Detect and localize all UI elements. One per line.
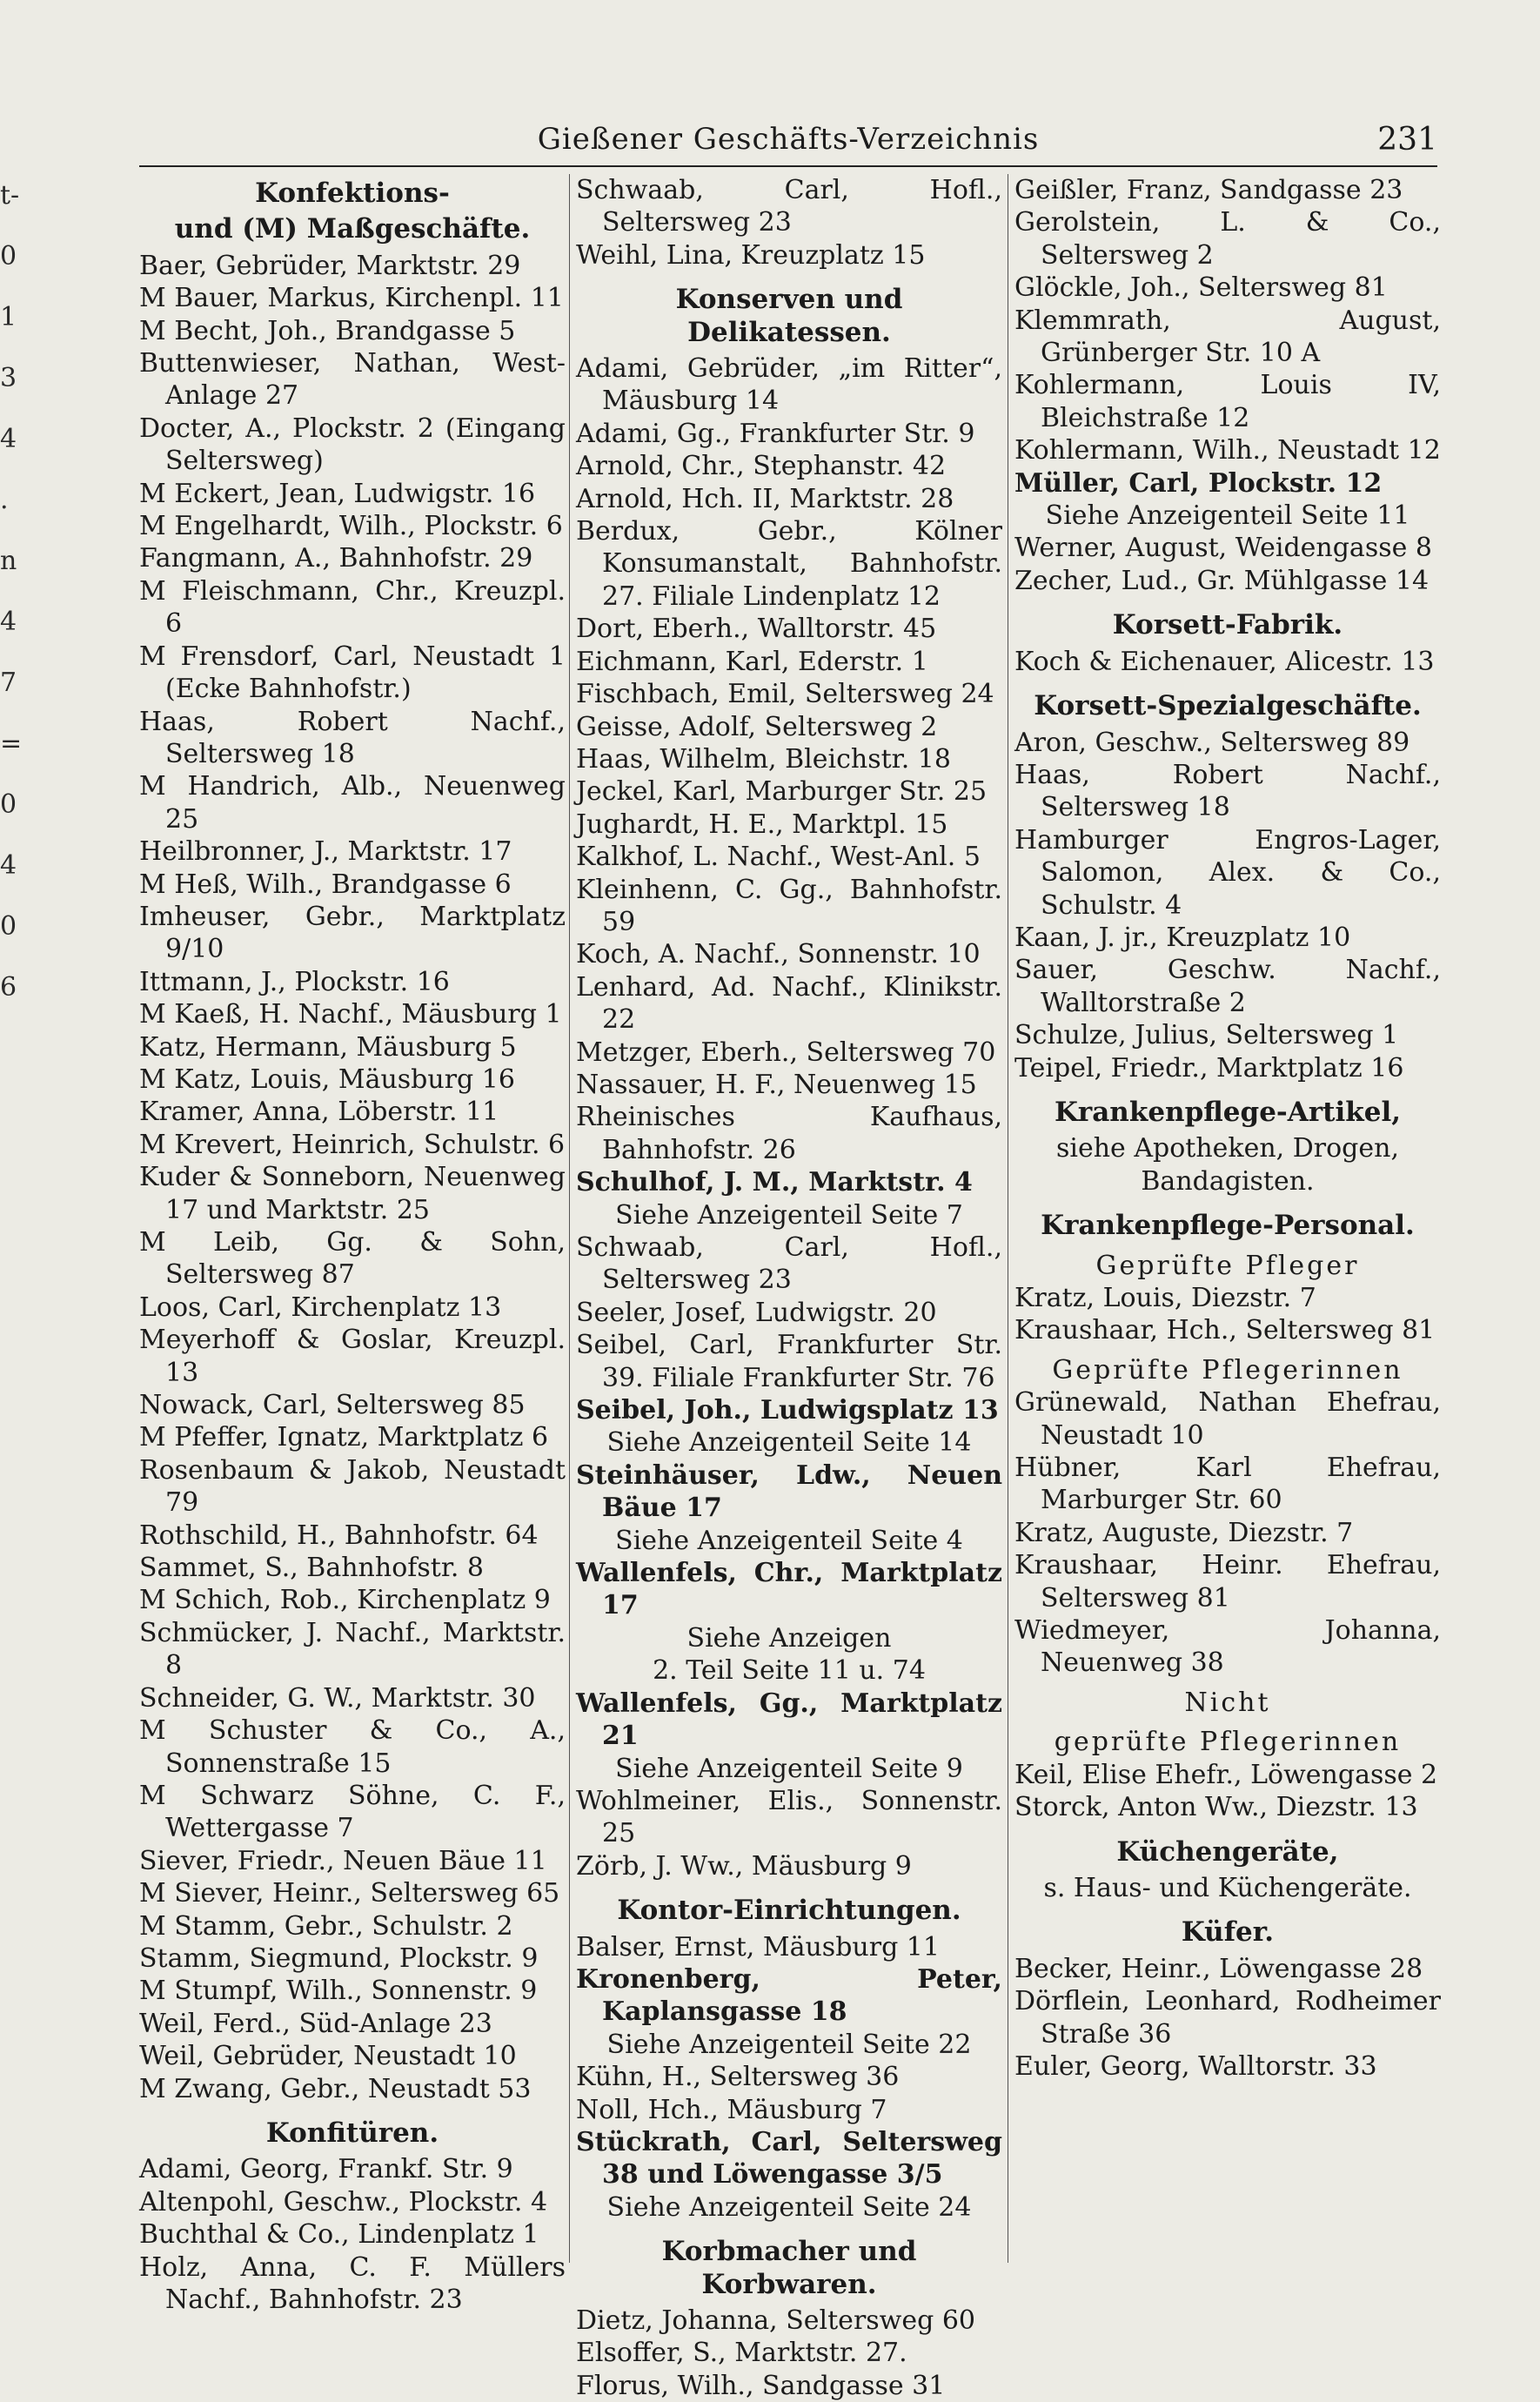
margin-mark: = (0, 728, 23, 759)
directory-entry: M Fleischmann, Chr., Kreuzpl. 6 (139, 575, 566, 640)
column-2 (576, 174, 1002, 2402)
directory-entry: M Katz, Louis, Mäusburg 16 (139, 1063, 515, 1095)
directory-entry: Loos, Carl, Kirchenplatz 13 (139, 1292, 502, 1323)
margin-mark: 3 (0, 363, 17, 393)
margin-mark: t- (0, 180, 20, 211)
margin-mark: . (0, 485, 9, 515)
directory-entry: Arnold, Chr., Stephanstr. 42 (576, 451, 947, 482)
directory-entry: Stamm, Siegmund, Plockstr. 9 (139, 1942, 539, 1974)
directory-entry: Ittmann, J., Plockstr. 16 (139, 966, 450, 997)
directory-entry: Dörflein, Leonhard, Rodheimer Straße 36 (1014, 1986, 1441, 2050)
margin-mark: 4 (0, 424, 17, 454)
directory-entry-bold: Seibel, Joh., Ludwigsplatz 13 (576, 1395, 999, 1426)
directory-entry: Baer, Gebrüder, Marktstr. 29 (139, 250, 521, 281)
directory-entry: Haas, Wilhelm, Bleichstr. 18 (576, 743, 951, 775)
directory-entry: Aron, Geschw., Seltersweg 89 (1014, 727, 1410, 758)
subheading: Nicht (1184, 1687, 1271, 1718)
section-heading: Konfektions- (255, 178, 450, 209)
margin-mark: 0 (0, 911, 17, 942)
reference-note: s. Haus- und Küchengeräte. (1043, 1872, 1412, 1903)
directory-entry: M Heß, Wilh., Brandgasse 6 (139, 869, 512, 900)
directory-entry: Rheinisches Kaufhaus, Bahnhofstr. 26 (576, 1102, 1002, 1165)
directory-entry: Seeler, Josef, Ludwigstr. 20 (576, 1297, 937, 1328)
section-heading: Krankenpflege-Personal. (1041, 1210, 1415, 1242)
directory-entry: M Zwang, Gebr., Neustadt 53 (139, 2073, 532, 2104)
directory-entry: Hamburger Engros-Lager, Salomon, Alex. & Co., Schulstr. 4 (1014, 824, 1441, 921)
directory-entry: Kuder & Sonneborn, Neuenweg 17 und Marktstr. 25 (139, 1162, 566, 1225)
running-head (139, 122, 1437, 162)
directory-entry: Metzger, Eberh., Seltersweg 70 (576, 1037, 996, 1068)
directory-entry: Geisse, Adolf, Seltersweg 2 (576, 711, 938, 742)
reference-note: Siehe Anzeigenteil Seite 11 (1045, 500, 1410, 532)
margin-mark: 0 (0, 789, 17, 820)
directory-entry: M Schich, Rob., Kirchenplatz 9 (139, 1585, 551, 1616)
directory-entry: Jughardt, H. E., Marktpl. 15 (576, 808, 948, 840)
directory-entry: Schneider, G. W., Marktstr. 30 (139, 1682, 536, 1714)
directory-entry: Siever, Friedr., Neuen Bäue 11 (139, 1845, 547, 1876)
section-heading: Korsett-Spezialgeschäfte. (1034, 690, 1422, 722)
directory-entry: Klemmrath, August, Grünberger Str. 10 A (1014, 305, 1441, 369)
directory-entry: Kratz, Auguste, Diezstr. 7 (1014, 1517, 1354, 1548)
directory-entry: M Kaeß, H. Nachf., Mäusburg 1 (139, 999, 562, 1030)
directory-entry: Elsoffer, S., Marktstr. 27. (576, 2338, 907, 2369)
section-heading: Korbmacher und Korbwaren. (661, 2236, 917, 2300)
reference-note: Bandagisten. (1141, 1165, 1315, 1197)
directory-entry: Schulze, Julius, Seltersweg 1 (1014, 1020, 1399, 1051)
directory-entry: Weil, Gebrüder, Neustadt 10 (139, 2041, 517, 2072)
directory-entry: Sammet, S., Bahnhofstr. 8 (139, 1553, 485, 1584)
directory-entry: Euler, Georg, Walltorstr. 33 (1014, 2050, 1377, 2082)
directory-entry: M Leib, Gg. & Sohn, Seltersweg 87 (139, 1227, 566, 1291)
section-heading: Küfer. (1181, 1916, 1275, 1949)
directory-entry: Noll, Hch., Mäusburg 7 (576, 2094, 887, 2125)
reference-note: 2. Teil Seite 11 u. 74 (653, 1655, 926, 1687)
directory-entry: Berdux, Gebr., Kölner Konsumanstalt, Bahnhofstr. 27. Filiale Lindenplatz 12 (576, 516, 1002, 612)
directory-entry: Gerolstein, L. & Co., Seltersweg 2 (1014, 207, 1441, 271)
directory-entry: Wohlmeiner, Elis., Sonnenstr. 25 (576, 1785, 1002, 1849)
directory-entry: Fangmann, A., Bahnhofstr. 29 (139, 543, 533, 574)
directory-entry: M Engelhardt, Wilh., Plockstr. 6 (139, 511, 563, 542)
directory-entry: M Schuster & Co., A., Sonnenstraße 15 (139, 1715, 566, 1779)
directory-entry: M Eckert, Jean, Ludwigstr. 16 (139, 478, 536, 509)
directory-entry: Kalkhof, L. Nachf., West-Anl. 5 (576, 842, 981, 873)
directory-entry-bold: Stückrath, Carl, Seltersweg 38 und Löwengasse 3/5 (576, 2126, 1002, 2191)
directory-entry-bold: Wallenfels, Gg., Marktplatz 21 (576, 1687, 1002, 1752)
directory-entry: Kraushaar, Heinr. Ehefrau, Seltersweg 81 (1014, 1550, 1441, 1614)
directory-entry: Dort, Eberh., Walltorstr. 45 (576, 614, 937, 645)
directory-entry: Becker, Heinr., Löwengasse 28 (1014, 1953, 1423, 1984)
directory-entry: Adami, Gg., Frankfurter Str. 9 (576, 418, 975, 449)
directory-entry: Lenhard, Ad. Nachf., Klinikstr. 22 (576, 971, 1002, 1036)
directory-entry: Geißler, Franz, Sandgasse 23 (1014, 175, 1403, 205)
directory-entry: Schwaab, Carl, Hofl., Seltersweg 23 (576, 1232, 1002, 1296)
directory-entry: Meyerhoff & Goslar, Kreuzpl. 13 (139, 1325, 566, 1388)
section-heading: Korsett-Fabrik. (1112, 609, 1343, 641)
section-heading: und (M) Maßgeschäfte. (174, 213, 531, 245)
directory-entry: Glöckle, Joh., Seltersweg 81 (1014, 272, 1388, 304)
directory-entry: Kohlermann, Wilh., Neustadt 12 (1014, 435, 1441, 466)
directory-entry: Rosenbaum & Jakob, Neustadt 79 (139, 1454, 566, 1519)
directory-entry: Weil, Ferd., Süd-Anlage 23 (139, 2008, 492, 2039)
directory-entry: Schwaab, Carl, Hofl., Seltersweg 23 (576, 175, 1002, 238)
subheading: Geprüfte Pfleger (1095, 1250, 1360, 1281)
column-3 (1014, 174, 1441, 2083)
directory-entry: Eichmann, Karl, Ederstr. 1 (576, 646, 928, 677)
directory-entry: Hübner, Karl Ehefrau, Marburger Str. 60 (1014, 1453, 1441, 1516)
directory-entry: Teipel, Friedr., Marktplatz 16 (1014, 1052, 1404, 1084)
header-rule (139, 165, 1437, 167)
reference-note: Siehe Anzeigenteil Seite 9 (615, 1753, 963, 1784)
directory-entry-bold: Steinhäuser, Ldw., Neuen Bäue 17 (576, 1459, 1002, 1524)
reference-note: siehe Apotheken, Drogen, (1055, 1133, 1399, 1164)
subheading: geprüfte Pflegerinnen (1054, 1727, 1402, 1758)
directory-entry: Imheuser, Gebr., Marktplatz 9/10 (139, 901, 566, 965)
directory-entry: Heilbronner, J., Marktstr. 17 (139, 836, 512, 868)
directory-entry: M Stamm, Gebr., Schulstr. 2 (139, 1910, 513, 1942)
section-heading: Kontor-Einrichtungen. (617, 1895, 961, 1927)
directory-entry: Storck, Anton Ww., Diezstr. 13 (1014, 1792, 1418, 1823)
directory-entry: Sauer, Geschw. Nachf., Walltorstraße 2 (1014, 955, 1441, 1018)
reference-note: Siehe Anzeigenteil Seite 14 (606, 1427, 972, 1459)
margin-mark: 6 (0, 972, 17, 1003)
reference-note: Siehe Anzeigenteil Seite 24 (606, 2191, 972, 2223)
reference-note: Siehe Anzeigenteil Seite 22 (606, 2029, 972, 2060)
left-margin-bleed (0, 165, 24, 1018)
running-head-title: Gießener Geschäfts-Verzeichnis (537, 122, 1040, 157)
directory-entry: M Frensdorf, Carl, Neustadt 1 (Ecke Bahnhofstr.) (139, 641, 566, 705)
section-heading: Konserven und Delikatessen. (675, 284, 903, 348)
directory-entry: M Stumpf, Wilh., Sonnenstr. 9 (139, 1976, 538, 2007)
directory-entry: Nowack, Carl, Seltersweg 85 (139, 1390, 526, 1421)
directory-entry: Adami, Georg, Frankf. Str. 9 (139, 2154, 513, 2185)
directory-entry: Keil, Elise Ehefr., Löwengasse 2 (1014, 1759, 1438, 1790)
directory-entry: Zecher, Lud., Gr. Mühlgasse 14 (1014, 565, 1430, 596)
directory-entry: Haas, Robert Nachf., Seltersweg 18 (1014, 759, 1441, 823)
directory-entry: M Bauer, Markus, Kirchenpl. 11 (139, 283, 564, 314)
directory-entry: M Handrich, Alb., Neuenweg 25 (139, 771, 566, 835)
section-heading: Küchengeräte, (1116, 1835, 1339, 1868)
directory-entry: Fischbach, Emil, Seltersweg 24 (576, 679, 994, 710)
directory-entry: Altenpohl, Geschw., Plockstr. 4 (139, 2186, 548, 2217)
directory-entry: Haas, Robert Nachf., Seltersweg 18 (139, 706, 566, 769)
directory-entry: Grünewald, Nathan Ehefrau, Neustadt 10 (1014, 1387, 1441, 1451)
directory-entry: Kleinhenn, C. Gg., Bahnhofstr. 59 (576, 874, 1002, 937)
directory-entry: Werner, August, Weidengasse 8 (1014, 533, 1432, 564)
margin-mark: 1 (0, 302, 17, 332)
directory-entry: Dietz, Johanna, Seltersweg 60 (576, 2305, 976, 2336)
directory-entry: Seibel, Carl, Frankfurter Str. 39. Filiale Frankfurter Str. 76 (576, 1330, 1002, 1393)
directory-entry: Nassauer, H. F., Neuenweg 15 (576, 1069, 977, 1100)
directory-entry: Jeckel, Karl, Marburger Str. 25 (576, 776, 988, 808)
directory-entry: Adami, Gebrüder, „im Ritter“, Mäusburg 14 (576, 353, 1002, 417)
subheading: Geprüfte Pflegerinnen (1052, 1354, 1403, 1386)
directory-entry: M Krevert, Heinrich, Schulstr. 6 (139, 1129, 566, 1160)
directory-entry: Kramer, Anna, Löberstr. 11 (139, 1097, 499, 1128)
directory-entry: Florus, Wilh., Sandgasse 31 (576, 2370, 946, 2401)
directory-entry: Kraushaar, Hch., Seltersweg 81 (1014, 1315, 1436, 1346)
directory-entry: Wiedmeyer, Johanna, Neuenweg 38 (1014, 1615, 1441, 1679)
directory-entry: M Becht, Joh., Brandgasse 5 (139, 315, 516, 346)
margin-mark: n (0, 546, 17, 576)
margin-mark: 4 (0, 607, 17, 637)
section-heading: Konfitüren. (265, 2117, 439, 2149)
directory-entry-bold: Kronenberg, Peter, Kaplansgasse 18 (576, 1963, 1002, 2028)
directory-entry: Rothschild, H., Bahnhofstr. 64 (139, 1520, 539, 1551)
directory-entry-bold: Schulhof, J. M., Marktstr. 4 (576, 1167, 973, 1198)
directory-entry: Buchthal & Co., Lindenplatz 1 (139, 2219, 539, 2251)
directory-entry: Arnold, Hch. II, Marktstr. 28 (576, 483, 954, 514)
column-1 (139, 174, 566, 2316)
directory-entry: Zörb, J. Ww., Mäusburg 9 (576, 1850, 912, 1882)
directory-entry: Kratz, Louis, Diezstr. 7 (1014, 1283, 1316, 1313)
directory-entry: Holz, Anna, C. F. Müllers Nachf., Bahnhofstr. 23 (139, 2251, 566, 2315)
directory-entry: Koch, A. Nachf., Sonnenstr. 10 (576, 939, 981, 970)
page-number: 231 (1377, 122, 1437, 158)
directory-entry: M Pfeffer, Ignatz, Marktplatz 6 (139, 1422, 549, 1453)
column-divider (569, 174, 570, 2263)
directory-entry: Buttenwieser, Nathan, West-Anlage 27 (139, 348, 566, 412)
directory-entry: M Siever, Heinr., Seltersweg 65 (139, 1878, 560, 1909)
directory-entry: M Schwarz Söhne, C. F., Wettergasse 7 (139, 1780, 566, 1844)
directory-entry: Balser, Ernst, Mäusburg 11 (576, 1931, 940, 1963)
reference-note: Siehe Anzeigenteil Seite 7 (615, 1199, 963, 1231)
directory-entry: Kühn, H., Seltersweg 36 (576, 2062, 900, 2093)
directory-entry: Kaan, J. jr., Kreuzplatz 10 (1014, 922, 1351, 953)
directory-entry: Docter, A., Plockstr. 2 (Eingang Seltersweg) (139, 413, 566, 477)
directory-entry: Kohlermann, Louis IV, Bleichstraße 12 (1014, 370, 1441, 433)
section-heading: Krankenpflege-Artikel, (1054, 1096, 1402, 1128)
margin-mark: 0 (0, 241, 17, 272)
directory-entry: Koch & Eichenauer, Alicestr. 13 (1014, 646, 1435, 677)
margin-mark: 4 (0, 850, 17, 881)
directory-entry-bold: Müller, Carl, Plockstr. 12 (1014, 467, 1383, 499)
margin-mark: 7 (0, 668, 17, 698)
directory-entry: Katz, Hermann, Mäusburg 5 (139, 1031, 517, 1063)
directory-entry-bold: Wallenfels, Chr., Marktplatz 17 (576, 1558, 1002, 1621)
reference-note: Siehe Anzeigen (686, 1622, 892, 1654)
reference-note: Siehe Anzeigenteil Seite 4 (615, 1525, 963, 1556)
directory-entry: Weihl, Lina, Kreuzplatz 15 (576, 239, 926, 271)
directory-entry: Schmücker, J. Nachf., Marktstr. 8 (139, 1617, 566, 1681)
